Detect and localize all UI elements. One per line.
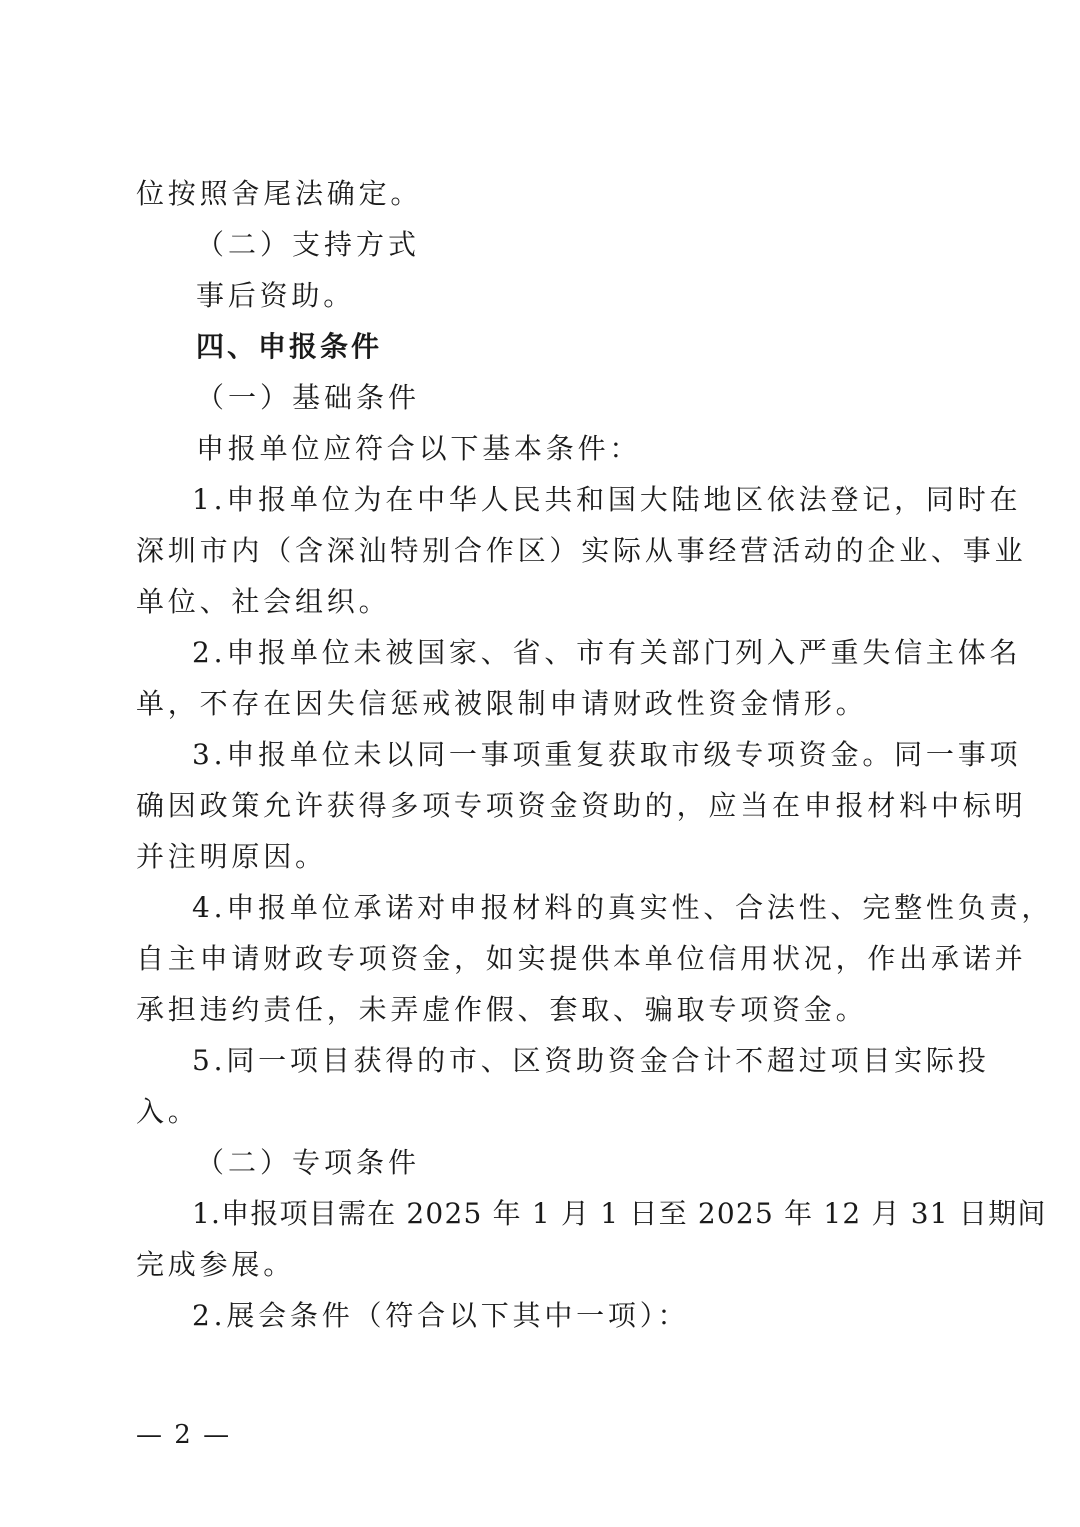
text-line: 2.展会条件（符合以下其中一项）： bbox=[192, 1299, 690, 1332]
text-line: 4.申报单位承诺对申报材料的真实性、合法性、完整性负责， bbox=[192, 891, 1054, 924]
text-line: 单，不存在因失信惩戒被限制申请财政性资金情形。 bbox=[136, 687, 868, 720]
text-line: 1.申报项目需在 2025 年 1 月 1 日至 2025 年 12 月 31 日期间 bbox=[192, 1197, 1047, 1230]
text-line: 位按照舍尾法确定。 bbox=[136, 177, 423, 210]
text-line: 深圳市内（含深汕特别合作区）实际从事经营活动的企业、事业 bbox=[136, 534, 1027, 567]
text-line: 入。 bbox=[136, 1095, 200, 1128]
text-line: 并注明原因。 bbox=[136, 840, 327, 873]
subsection-heading: （二）支持方式 bbox=[196, 228, 421, 261]
text-line: 1.申报单位为在中华人民共和国大陆地区依法登记，同时在 bbox=[192, 483, 1022, 516]
text-line: 单位、社会组织。 bbox=[136, 585, 391, 618]
text-line: 完成参展。 bbox=[136, 1248, 296, 1281]
text-line: 5.同一项目获得的市、区资助资金合计不超过项目实际投 bbox=[192, 1044, 990, 1077]
section-heading: 四、申报条件 bbox=[196, 330, 383, 363]
text-line: 自主申请财政专项资金，如实提供本单位信用状况，作出承诺并 bbox=[136, 942, 1027, 975]
text-line: 承担违约责任，未弄虚作假、套取、骗取专项资金。 bbox=[136, 993, 868, 1026]
subsection-heading: （一）基础条件 bbox=[196, 381, 421, 414]
text-line: 事后资助。 bbox=[196, 279, 356, 312]
text-line: 确因政策允许获得多项专项资金资助的，应当在申报材料中标明 bbox=[136, 789, 1027, 822]
text-line: 3.申报单位未以同一事项重复获取市级专项资金。同一事项 bbox=[192, 738, 1022, 771]
page-number: — 2 — bbox=[136, 1420, 232, 1450]
text-line: 申报单位应符合以下基本条件： bbox=[196, 432, 642, 465]
subsection-heading: （二）专项条件 bbox=[196, 1146, 421, 1179]
text-line: 2.申报单位未被国家、省、市有关部门列入严重失信主体名 bbox=[192, 636, 1022, 669]
